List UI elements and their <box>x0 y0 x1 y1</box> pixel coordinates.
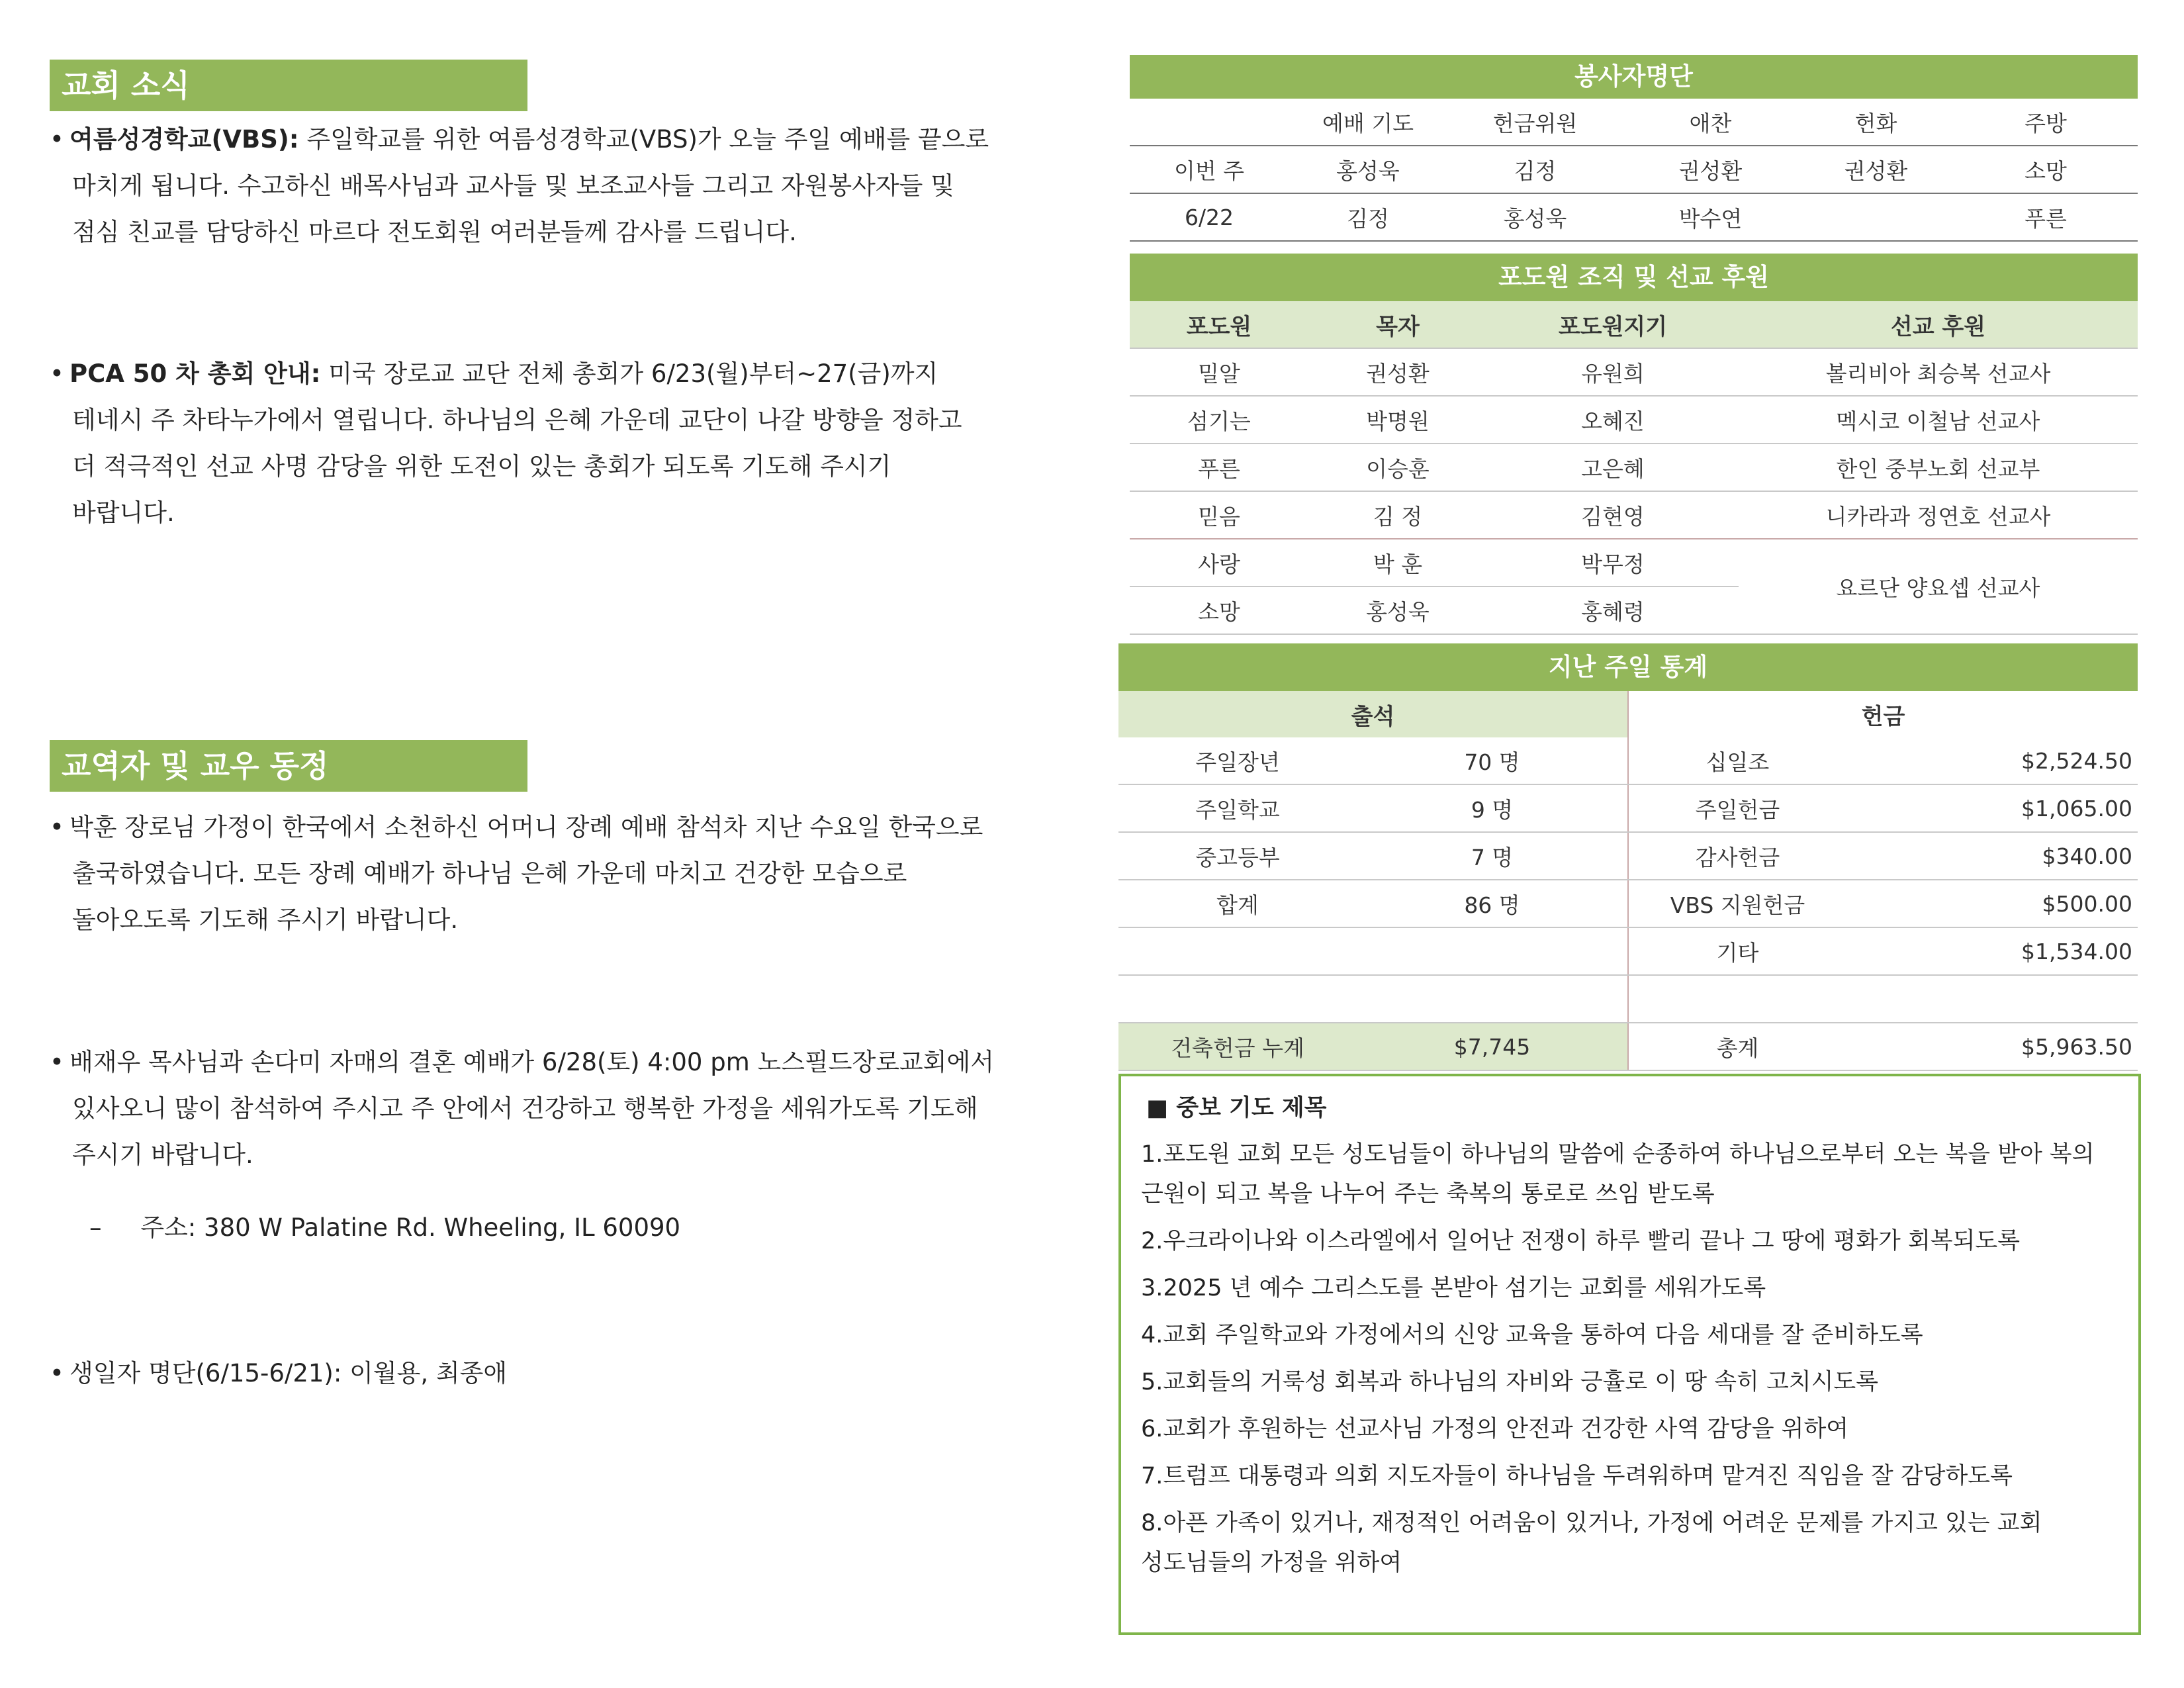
bullet: • <box>50 1048 64 1076</box>
wedding-address: – 주소: 380 W Palatine Rd. Wheeling, IL 60090 <box>89 1213 681 1242</box>
news-item-pca: • PCA 50 차 총회 안내: 미국 장로교 교단 전체 총회가 6/23(월)부터~27(금)까지 테네시 주 차타누가에서 열립니다. 하나님의 은혜 가운데 교단이 나갈 방향을 정하고 더 적극적인 선교 사명 감당을 위한 도전이 있는 총회가 되도록 기도해 주시기 바랍니다. <box>50 351 1082 536</box>
prayer-list <box>1141 1135 2127 1583</box>
volunteers-title: 봉사자명단 <box>1130 55 2138 99</box>
offering-header: 헌금 <box>1628 691 2138 737</box>
attendance-header: 출석 <box>1118 691 1628 737</box>
vineyard-title: 포도원 조직 및 선교 후원 <box>1130 254 2138 301</box>
bullet: • <box>50 125 64 154</box>
section-title-staff: 교역자 및 교우 동정 <box>50 740 527 792</box>
list-item: 8.아픈 가족이 있거나, 재정적인 어려움이 있거나, 가정에 어려운 문제를 가지고 있는 교회 성도님들의 가정을 위하여 <box>1141 1510 2042 1576</box>
building-fund-value: $7,745 <box>1357 1023 1628 1070</box>
bullet: • <box>50 813 64 841</box>
news-item-vbs-title: 여름성경학교(VBS): <box>69 125 299 154</box>
stats-total-row <box>1118 1023 2138 1070</box>
table-row: 이번 주 홍성욱 김정 권성환 권성환 소망 <box>1130 146 2138 193</box>
table-row: 주일학교 9 명 주일헌금 $1,065.00 <box>1118 784 2138 832</box>
table-row: 섬기는 박명원 오혜진 멕시코 이철남 선교사 <box>1130 396 2138 444</box>
building-fund-label: 건축헌금 누계 <box>1118 1023 1357 1070</box>
list-item: 1.포도원 교회 모든 성도님들이 하나님의 말씀에 순종하여 하나님으로부터 오는 복을 받아 복의 근원이 되고 복을 나누어 주는 축복의 통로로 쓰임 받도록 <box>1141 1141 2095 1207</box>
table-row: 믿음 김 정 김현영 니카라과 정연호 선교사 <box>1130 491 2138 539</box>
news-item-pca-title: PCA 50 차 총회 안내: <box>69 359 321 388</box>
total-label: 총계 <box>1628 1023 1846 1070</box>
prayer-box <box>1118 1074 2141 1635</box>
table-row: 밀알 권성환 유원희 볼리비아 최승복 선교사 <box>1130 348 2138 396</box>
volunteers-header-row: 예배 기도 헌금위원 애찬 헌화 주방 <box>1130 99 2138 146</box>
staff-item-wedding: • 배재우 목사님과 손다미 자매의 결혼 예배가 6/28(토) 4:00 pm 노스필드장로교회에서 있사오니 많이 참석하여 주시고 주 안에서 건강하고 행복한 가정을 세워가도록 기도해 주시기 바랍니다. <box>50 1039 1082 1178</box>
vineyard-header-row: 포도원 목자 포도원지기 선교 후원 <box>1130 301 2138 348</box>
table-row: 푸른 이승훈 고은혜 한인 중부노회 선교부 <box>1130 444 2138 491</box>
list-item: 5.교회들의 거룩성 회복과 하나님의 자비와 긍휼로 이 땅 속히 고치시도록 <box>1141 1369 1879 1395</box>
birthday-list: • 생일자 명단(6/15-6/21): 이월용, 최종애 <box>50 1350 976 1397</box>
vineyard-table <box>1130 301 2138 635</box>
stats-table <box>1118 691 2138 1071</box>
news-item-vbs: • 여름성경학교(VBS): 주일학교를 위한 여름성경학교(VBS)가 오늘 주일 예배를 끝으로 마치게 됩니다. 수고하신 배목사님과 교사들 및 보조교사들 그리고 자원봉사자들 및 점심 친교를 담당하신 마르다 전도회원 여러분들께 감사를 드립니다. <box>50 117 1082 256</box>
table-row: 주일장년 70 명 십일조 $2,524.50 <box>1118 737 2138 784</box>
list-item: 3.2025 년 예수 그리스도를 본받아 섬기는 교회를 세워가도록 <box>1141 1275 1766 1301</box>
table-row: 소망 홍성욱 홍혜령 <box>1130 586 2138 634</box>
list-item: 2.우크라이나와 이스라엘에서 일어난 전쟁이 하루 빨리 끝나 그 땅에 평화가 회복되도록 <box>1141 1228 2021 1254</box>
table-row: 사랑 박 훈 박무정 요르단 양요셉 선교사 <box>1130 539 2138 586</box>
prayer-title: ■ 중보 기도 제목 <box>1146 1095 1327 1121</box>
bullet: • <box>50 1359 64 1387</box>
section-title-news: 교회 소식 <box>50 60 527 111</box>
table-row: 중고등부 7 명 감사헌금 $340.00 <box>1118 832 2138 880</box>
bullet: • <box>50 359 64 388</box>
table-row: 6/22 김정 홍성욱 박수연 푸른 <box>1130 193 2138 241</box>
staff-item-funeral: • 박훈 장로님 가정이 한국에서 소천하신 어머니 장례 예배 참석차 지난 수요일 한국으로 출국하였습니다. 모든 장례 예배가 하나님 은혜 가운데 마치고 건강한 모습으로 돌아오도록 기도해 주시기 바랍니다. <box>50 804 1082 943</box>
volunteers-table <box>1130 99 2138 242</box>
table-row <box>1118 975 2138 1023</box>
list-item: 7.트럼프 대통령과 의회 지도자들이 하나님을 두려워하며 맡겨진 직임을 잘 감당하도록 <box>1141 1463 2013 1489</box>
total-value: $5,963.50 <box>1846 1023 2138 1070</box>
table-row: 기타 $1,534.00 <box>1118 927 2138 975</box>
list-item: 4.교회 주일학교와 가정에서의 신앙 교육을 통하여 다음 세대를 잘 준비하도록 <box>1141 1322 1923 1348</box>
stats-title: 지난 주일 통계 <box>1118 643 2138 691</box>
list-item: 6.교회가 후원하는 선교사님 가정의 안전과 건강한 사역 감당을 위하여 <box>1141 1416 1849 1442</box>
merged-mission-cell: 요르단 양요셉 선교사 <box>1739 539 2138 634</box>
table-row: 합계 86 명 VBS 지원헌금 $500.00 <box>1118 880 2138 927</box>
stats-header-row <box>1118 691 2138 737</box>
